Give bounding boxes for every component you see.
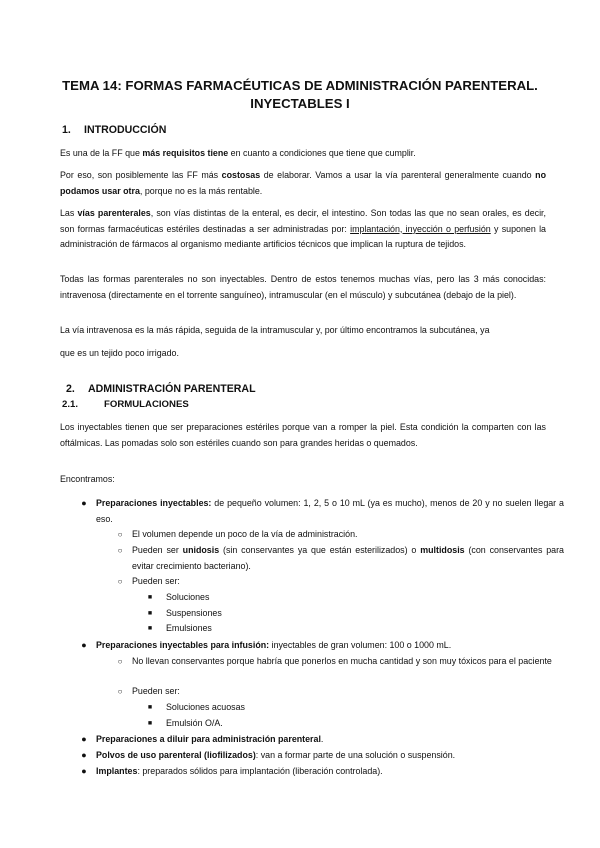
bullet-square-icon: ■ xyxy=(147,610,153,617)
section-2-number: 2. xyxy=(66,383,75,395)
bullet-disc-icon: ● xyxy=(81,750,87,760)
list-item: ■ Emulsiones xyxy=(144,621,568,637)
bullet-disc-icon: ● xyxy=(81,766,87,776)
list-item: ■ Emulsión O/A. xyxy=(144,716,568,732)
document-title xyxy=(40,77,560,113)
bullet-circle-icon: ○ xyxy=(117,546,123,555)
subsection-2-1-title: FORMULACIONES xyxy=(104,399,189,410)
list-item: ■ Soluciones xyxy=(144,590,568,606)
formulaciones-paragraph-2: Encontramos: xyxy=(60,474,115,484)
bullet-circle-icon: ○ xyxy=(117,687,123,696)
section-1-number: 1. xyxy=(62,124,71,136)
bullet-square-icon: ■ xyxy=(147,720,153,727)
title-line-2: INYECTABLES I xyxy=(250,96,350,111)
list-item: ● Preparaciones inyectables: de pequeño volumen: 1, 2, 5 o 10 mL (ya es mucho), menos de 20 y no suelen llegar a eso. xyxy=(78,496,564,527)
list-item: ○ Pueden ser: xyxy=(114,574,564,590)
bullet-disc-icon: ● xyxy=(81,734,87,744)
bullet-disc-icon: ● xyxy=(81,498,87,508)
intro-paragraph-1: Es una de la FF que más requisitos tiene en cuanto a condiciones que tiene que cumplir. xyxy=(60,148,416,158)
list-item: ○ Pueden ser unidosis (sin conservantes ya que están esterilizados) o multidosis (con conservantes para evitar crecimiento bacteriano). xyxy=(114,543,564,574)
bullet-circle-icon: ○ xyxy=(117,530,123,539)
list-item: ● Preparaciones a diluir para administración parenteral. xyxy=(78,732,564,748)
title-line-1: TEMA 14: FORMAS FARMACÉUTICAS DE ADMINISTRACIÓN PARENTERAL. xyxy=(62,78,538,93)
list-item: ● Polvos de uso parenteral (liofilizados): van a formar parte de una solución o suspensión. xyxy=(78,748,564,764)
bullet-square-icon: ■ xyxy=(147,594,153,601)
section-1-heading xyxy=(62,124,166,136)
intro-paragraph-5: La vía intravenosa es la más rápida, seguida de la intramuscular y, por último encontramos la subcutánea, ya xyxy=(60,325,490,335)
list-item: ● Implantes: preparados sólidos para implantación (liberación controlada). xyxy=(78,764,564,780)
subsection-2-1-number: 2.1. xyxy=(62,399,79,410)
section-2-title: ADMINISTRACIÓN PARENTERAL xyxy=(88,383,256,395)
subsection-2-1-heading xyxy=(62,399,189,410)
list-item: ■ Suspensiones xyxy=(144,606,568,622)
intro-paragraph-5-cont: que es un tejido poco irrigado. xyxy=(60,348,179,358)
formulaciones-paragraph-1: Los inyectables tienen que ser preparaciones estériles porque van a romper la piel. Esta condición la comparten con las oftálmicas. Las pomadas solo son estériles cuando son para grandes heridas o quemados. xyxy=(60,422,546,448)
intro-paragraph-2: Por eso, son posiblemente las FF más costosas de elaborar. Vamos a usar la vía parenteral generalmente cuando no podamos usar otra, porque no es la más rentable. xyxy=(60,170,546,196)
bullet-square-icon: ■ xyxy=(147,704,153,711)
intro-paragraph-4: Todas las formas parenterales no son inyectables. Dentro de estos tenemos muchas vías, pero las 3 más conocidas: intravenosa (directamente en el torrente sanguíneo), intramuscular (en el músculo) y subcutánea (debajo de la piel). xyxy=(60,274,546,300)
list-item: ○ El volumen depende un poco de la vía de administración. xyxy=(114,527,564,543)
list-item: ○ No llevan conservantes porque habría que ponerlos en mucha cantidad y son muy tóxicos para el paciente xyxy=(114,654,564,670)
bullet-circle-icon: ○ xyxy=(117,577,123,586)
bullet-circle-icon: ○ xyxy=(117,657,123,666)
section-2-heading xyxy=(66,383,256,395)
list-item: ● Preparaciones inyectables para infusión: inyectables de gran volumen: 100 o 1000 mL. xyxy=(78,638,564,654)
bullet-square-icon: ■ xyxy=(147,625,153,632)
bullet-disc-icon: ● xyxy=(81,640,87,650)
list-item: ○ Pueden ser: xyxy=(114,684,564,700)
list-item: ■ Soluciones acuosas xyxy=(144,700,568,716)
section-1-title: INTRODUCCIÓN xyxy=(84,124,167,136)
intro-paragraph-3: Las vías parenterales, son vías distintas de la enteral, es decir, el intestino. Son todas las que no sean orales, es decir, son formas farmacéuticas estériles destinadas a ser administradas por: implantación, inyección o perfusión y suponen la administración de fármacos al organismo mediante artificios técnicos que implican la ruptura de tejidos. xyxy=(60,208,546,250)
